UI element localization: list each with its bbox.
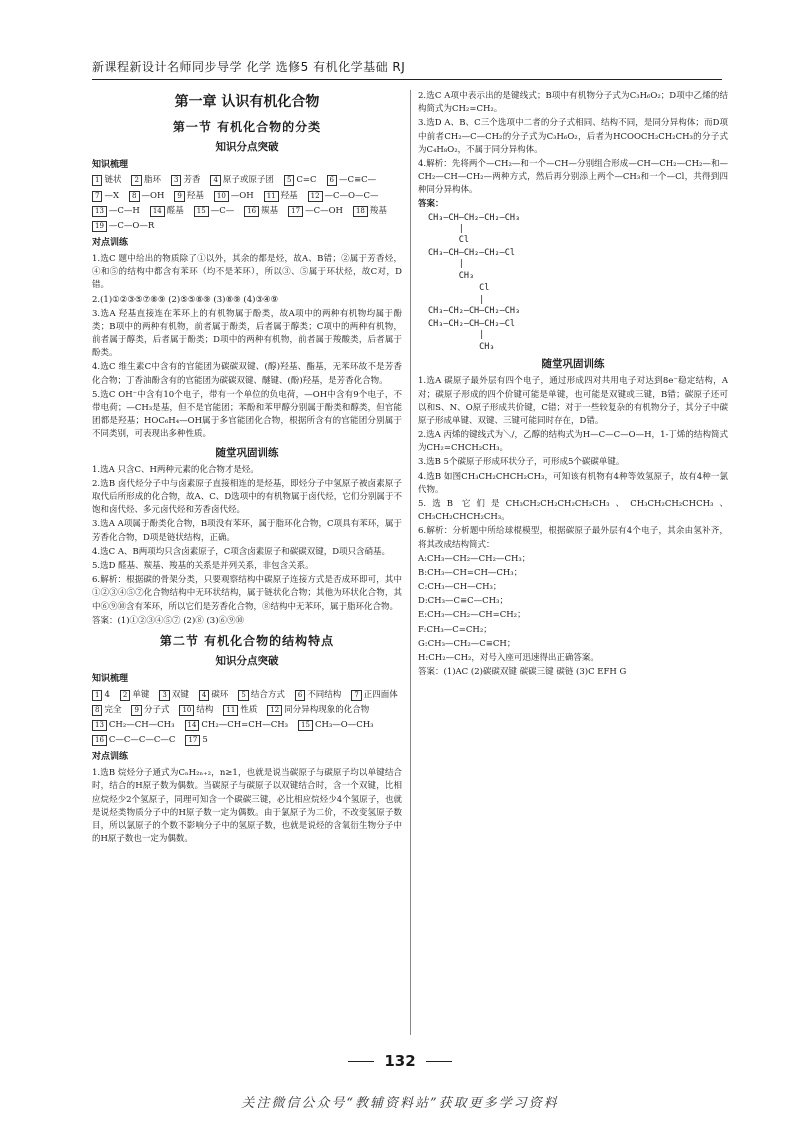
knowledge-blank [129, 190, 164, 203]
blank-number: 13 [92, 720, 107, 731]
knowledge-blank [92, 689, 110, 702]
knowledge-blank [295, 689, 341, 702]
blank-number: 12 [308, 191, 323, 202]
section2-title: 第二节 有机化合物的结构特点 [159, 633, 335, 648]
blank-number: 15 [298, 720, 313, 731]
section1-subtitle: 知识分点突破 [215, 141, 279, 154]
answer-paragraph: 2.(1)①②③⑤⑦⑧⑨ (2)⑤⑤⑧⑨ (3)⑧⑨ (4)③④⑨ [92, 294, 279, 305]
blank-answer: 脂环 [143, 175, 161, 186]
blank-number: 9 [174, 191, 184, 202]
answer-paragraph: 3.选A 羟基直接连在苯环上的有机物属于酚类，故A项中的两种有机物均属于酚类；B项中的两种有机物，前者属于酚类，后者属于醇类；C项中的两种有机物，前者属于醇类，后者属于酚类；D项中的两种有机物，前者属于羧酸类，后者属于酚类。 [92, 308, 402, 359]
answer-paragraph: F:CH₃—C=CH₂； [418, 624, 492, 635]
knowledge-blank [92, 734, 175, 747]
blank-number: 11 [264, 191, 279, 202]
blank-number: 8 [92, 705, 102, 716]
section2-practice-heading: 对点训练 [92, 752, 129, 763]
blank-answer: 同分异构现象的化合物 [284, 704, 370, 715]
blank-number: 4 [210, 175, 220, 186]
answer-paragraph: 6.解析：分析题中所给球棍模型，根据碳原子最外层有4个电子，其余由氢补齐，将其改成结构简式： [418, 526, 728, 550]
blank-answer: 羟基 [280, 190, 298, 201]
blank-number: 17 [288, 206, 303, 217]
blank-answer: 分子式 [143, 704, 170, 715]
answer-paragraph: 2.选B 卤代烃分子中与卤素原子直接相连的是烃基，即烃分子中氢原子被卤素原子取代后所形成的化合物，故A、C、D选项中的有机物属于卤代烃，它们分别属于不饱和卤代烃、多元卤代烃和芳香卤代烃。 [92, 478, 402, 516]
knowledge-blank [179, 704, 213, 717]
section1-review-title: 随堂巩固训练 [215, 446, 279, 459]
knowledge-blank [131, 174, 160, 187]
blank-answer: —C≡C— [339, 175, 377, 186]
answer-paragraph: H:CH₂—CH₂，对号入座可迅速得出正确答案。 [418, 652, 599, 663]
answer-paragraph: 5.选B 它们是CH₃CH₂CH₂CH₂CH₂CH₃、CH₃CH₂CH₂CHCH₃、CH₃CH₂CHCH₂CH₃。 [418, 498, 728, 523]
knowledge-blank [298, 719, 374, 732]
answer-paragraph: 1.选C 题中给出的物质除了①以外，其余的都是烃，故A、B错；②属于芳香烃，④和⑤的结构中都含有苯环（均不是苯环），所以③、⑤属于环状烃，故C对，D错。 [92, 254, 402, 291]
blank-number: 10 [179, 705, 194, 716]
blank-number: 7 [351, 690, 361, 701]
blank-answer: 链状 [104, 175, 122, 186]
answer-paragraph: 6.解析：根据碳的骨架分类，只要观察结构中碳原子连接方式是否成环即可，其中①②③④⑤⑦化合物结构中无环状结构，属于链状化合物；其他为环状化合物，其中⑥⑨⑩含有苯环，所以它们是芳香化合物，⑧结构中无苯环，属于脂环化合物。 [92, 575, 402, 612]
knowledge-blank [131, 704, 169, 717]
blank-answer: 碳环 [211, 689, 229, 700]
blank-number: 12 [267, 705, 282, 716]
answer-label: 答案： [418, 199, 444, 210]
blank-answer: 5 [202, 735, 208, 746]
blank-answer: 原子或原子团 [222, 175, 274, 186]
answer-paragraph: C:CH₃—CH—CH₃； [418, 582, 502, 593]
answer-paragraph: E:CH₃—CH₂—CH=CH₂； [418, 610, 526, 621]
blank-number: 7 [92, 191, 102, 202]
section2-practice-answers [92, 767, 402, 846]
blank-answer: 不同结构 [307, 689, 342, 700]
blank-answer: —OH [230, 190, 254, 201]
knowledge-blank [150, 205, 184, 218]
blank-answer: 单键 [132, 689, 150, 700]
knowledge-blank [92, 719, 175, 732]
blank-answer: C—C—C—C—C [108, 735, 176, 746]
blank-answer: 醛基 [166, 205, 184, 216]
blank-answer: —OH [141, 190, 165, 201]
running-header: 新课程新设计名师同步导学 化学 选修5 有机化学基础 RJ [92, 58, 722, 80]
blank-number: 6 [295, 690, 305, 701]
left-column [92, 90, 402, 847]
blank-answer: —C—O—C— [324, 190, 379, 201]
knowledge-blank [92, 190, 119, 203]
blank-number: 14 [185, 720, 200, 731]
blank-number: 1 [92, 175, 102, 186]
answer-paragraph: 答案：(1)①②③④⑤⑦ (2)⑧ (3)⑥⑨⑩ [92, 615, 245, 626]
knowledge-blank [351, 689, 397, 702]
blank-answer: 4 [104, 689, 110, 700]
knowledge-blank [244, 205, 278, 218]
blank-number: 14 [150, 206, 165, 217]
knowledge-blank [92, 174, 121, 187]
knowledge-blank [174, 190, 203, 203]
right-review-title: 随堂巩固训练 [541, 358, 605, 371]
section1-knowledge-grid [92, 174, 402, 233]
blank-answer: —C— [210, 205, 235, 216]
blank-number: 17 [185, 735, 200, 746]
answer-paragraph: 3.选A A项属于酚类化合物，B项没有苯环，属于脂环化合物，C项具有苯环，属于芳香化合物，D项是链状结构，正确。 [92, 519, 402, 543]
answer-paragraph: 4.解析：先将两个—CH₂—和一个—CH—分别组合形成—CH—CH₂—CH₂—和—CH₂—CH—CH₂—两种方式，然后再分别添上两个—CH₃和一个—Cl，共得到四种同分异构体。 [418, 158, 728, 196]
answer-paragraph: 4.选C A、B两项均只含卤素原子，C项含卤素原子和碳碳双键，D项只含硝基。 [92, 546, 391, 557]
answer-paragraph: A:CH₃—CH₂—CH₂—CH₃； [418, 553, 531, 564]
knowledge-blank [327, 174, 377, 187]
knowledge-blank [284, 174, 317, 187]
answer-paragraph: 3.选D A、B、C三个选项中二者的分子式相同、结构不同，是同分异构体；而D项中前者CH₂—C—CH₂的分子式为C₃H₆O₂，后者为HCOOCH₂CH₂CH₃的分子式为C₄H₈O₂，不属于同分异构体。 [418, 118, 728, 155]
blank-answer: 双键 [171, 689, 189, 700]
answer-paragraph: G:CH₃—CH₂—C≡CH； [418, 638, 516, 649]
blank-number: 1 [92, 690, 102, 701]
knowledge-blank [353, 205, 387, 218]
knowledge-blank [92, 220, 154, 233]
knowledge-blank [185, 719, 289, 732]
blank-answer: CH₂—CH—CH₃ [108, 719, 175, 730]
answer-paragraph: 答案：(1)AC (2)碳碳双键 碳碳三键 碳链 (3)C EFH G [418, 667, 627, 678]
blank-answer: 羧基 [369, 205, 387, 216]
blank-answer: CH₂—CH=CH—CH₃ [201, 719, 289, 730]
footer-note: 关注微信公众号“教辅资料站”获取更多学习资料 [241, 1096, 559, 1111]
right-review-answers [418, 375, 728, 679]
section1-review-answers [92, 464, 402, 628]
section2-knowledge-heading: 知识梳理 [92, 673, 129, 684]
answer-paragraph: 3.选B 5个碳原子形成环状分子，可形成5个碳碳单键。 [418, 457, 625, 468]
blank-answer: 羟基 [186, 190, 204, 201]
knowledge-blank [308, 190, 379, 203]
answer-paragraph: D:CH₃—C≡C—CH₃； [418, 596, 508, 607]
knowledge-blank [238, 689, 284, 702]
blank-answer: 正四面体 [363, 689, 398, 700]
knowledge-blank [267, 704, 369, 717]
blank-answer: —X [104, 190, 120, 201]
section2-subtitle: 知识分点突破 [215, 655, 279, 668]
structural-formula: CH₃—CH₂—CH—CH₂—Cl | CH₃ [428, 318, 515, 352]
knowledge-blank [120, 689, 149, 702]
blank-number: 19 [92, 221, 107, 232]
structural-formula: CH₃—CH—CH₂—CH₂—CH₃ | Cl [428, 212, 521, 246]
page-number-rule-left [348, 1061, 374, 1062]
knowledge-blank [264, 190, 298, 203]
section2-knowledge-grid [92, 689, 402, 748]
blank-answer: 结构 [196, 704, 214, 715]
knowledge-blank [214, 190, 254, 203]
section1-practice-heading: 对点训练 [92, 238, 129, 249]
section1-title: 第一节 有机化合物的分类 [172, 119, 322, 134]
blank-answer: 结合方式 [250, 689, 285, 700]
section1-knowledge-heading: 知识梳理 [92, 159, 129, 170]
blank-number: 11 [223, 705, 238, 716]
page-number: 132 [384, 1052, 416, 1070]
isomer-formulas [418, 213, 728, 354]
answer-paragraph: 1.选A 只含C、H两种元素的化合物才是烃。 [92, 464, 259, 475]
blank-answer: 羰基 [261, 205, 279, 216]
blank-number: 15 [194, 206, 209, 217]
answer-paragraph: 4.选B 如图CH₃CH₂CHCH₂CH₃，可知该有机物有4种等效氢原子，故有4种一氯代物。 [418, 471, 728, 495]
knowledge-blank [92, 704, 121, 717]
blank-number: 16 [92, 735, 107, 746]
blank-number: 5 [238, 690, 248, 701]
knowledge-blank [171, 174, 200, 187]
blank-number: 9 [131, 705, 141, 716]
blank-answer: —C—H [108, 205, 140, 216]
blank-number: 18 [353, 206, 368, 217]
blank-answer: —C—OH [305, 205, 343, 216]
column-divider [410, 90, 411, 1035]
knowledge-blank [92, 205, 140, 218]
blank-number: 6 [327, 175, 337, 186]
blank-answer: CH₃—O—CH₃ [314, 719, 374, 730]
right-practice-answers [418, 90, 728, 197]
answer-paragraph: 2.选A 丙烯的键线式为＼∕，乙醇的结构式为H—C—C—O—H，1-丁烯的结构简式为CH₂=CHCH₂CH₃。 [418, 430, 728, 454]
blank-number: 16 [244, 206, 259, 217]
blank-number: 8 [129, 191, 139, 202]
knowledge-blank [210, 174, 273, 187]
blank-number: 10 [214, 191, 229, 202]
structural-formula: Cl | CH₃—CH₂—CH—CH₂—CH₃ [428, 283, 521, 317]
blank-answer: 完全 [104, 704, 122, 715]
blank-answer: 性质 [240, 704, 258, 715]
blank-answer: —C—O—R [108, 221, 155, 231]
answer-paragraph: B:CH₃—CH=CH—CH₃； [418, 567, 523, 578]
structural-formula: CH₃—CH—CH₂—CH₂—Cl | CH₃ [428, 247, 515, 281]
blank-answer: C=C [296, 175, 317, 186]
blank-number: 3 [171, 175, 181, 186]
section1-practice-answers [92, 253, 402, 441]
blank-number: 2 [120, 690, 130, 701]
blank-number: 4 [199, 690, 209, 701]
right-column [418, 90, 728, 680]
page-number-rule-right [426, 1061, 452, 1062]
blank-number: 2 [131, 175, 141, 186]
blank-number: 13 [92, 206, 107, 217]
blank-answer: 芳香 [183, 175, 201, 186]
knowledge-blank [159, 689, 188, 702]
blank-number: 5 [284, 175, 294, 186]
answer-paragraph: 4.选C 维生素C中含有的官能团为碳碳双键、(醇)羟基、酯基，无苯环故不是芳香化合物；丁香油酚含有的官能团为碳碳双键、醚键、(酚)羟基，是芳香化合物。 [92, 362, 402, 386]
knowledge-blank [185, 734, 207, 747]
knowledge-blank [194, 205, 234, 218]
answer-paragraph: 2.选C A项中表示出的是键线式；B项中有机物分子式为C₃H₆O₂；D项中乙烯的结构简式为CH₂=CH₂。 [418, 91, 728, 115]
answer-paragraph: 1.选A 碳原子最外层有四个电子，通过形成四对共用电子对达到8e⁻稳定结构，A对；碳原子形成的四个价键可能是单键，也可能是双键或三键，B错；碳原子还可以和S、N、O原子形成共价键，C错；对于一些较复杂的有机物分子，其分子中碳原子形成单键、双键、三键可能同时存在，D错。 [418, 376, 728, 426]
answer-paragraph: 5.选C OH⁻中含有10个电子，带有一个单位的负电荷，—OH中含有9个电子，不带电荷；—CH₃是基，但不是官能团；苯酚和苯甲醇分别属于酚类和醇类，但官能团都是羟基；HOC₆H₄—OH属于多官能团化合物，根据所含有的官能团分别属于不同类别，可表现出多种性质。 [92, 389, 402, 440]
knowledge-blank [223, 704, 257, 717]
knowledge-blank [288, 205, 343, 218]
knowledge-blank [199, 689, 228, 702]
page-number-row [0, 1052, 800, 1070]
answer-paragraph: 5.选D 醛基、羰基、羧基的关系是并列关系，非包含关系。 [92, 560, 314, 571]
chapter-title: 第一章 认识有机化合物 [174, 94, 320, 110]
blank-number: 3 [159, 690, 169, 701]
answer-paragraph: 1.选B 烷烃分子通式为CₙH₂ₙ₊₂，n≥1，也就是说当碳原子与碳原子均以单键结合时，结合的H原子数为偶数。当碳原子与碳原子以双键结合时，含一个双键，比相应烷烃少2个氢原子，同理可知含一个碳碳三键，必比相应烷烃少4个氢原子，也就是说烃类物质分子中的H原子数一定为偶数。由于氯原子为二价，不改变氢原子数目，所以氯原子的个数不影响分子中的氢原子数，也就是说烃的含氧衍生物分子中的H原子数也一定为偶数。 [92, 768, 402, 845]
